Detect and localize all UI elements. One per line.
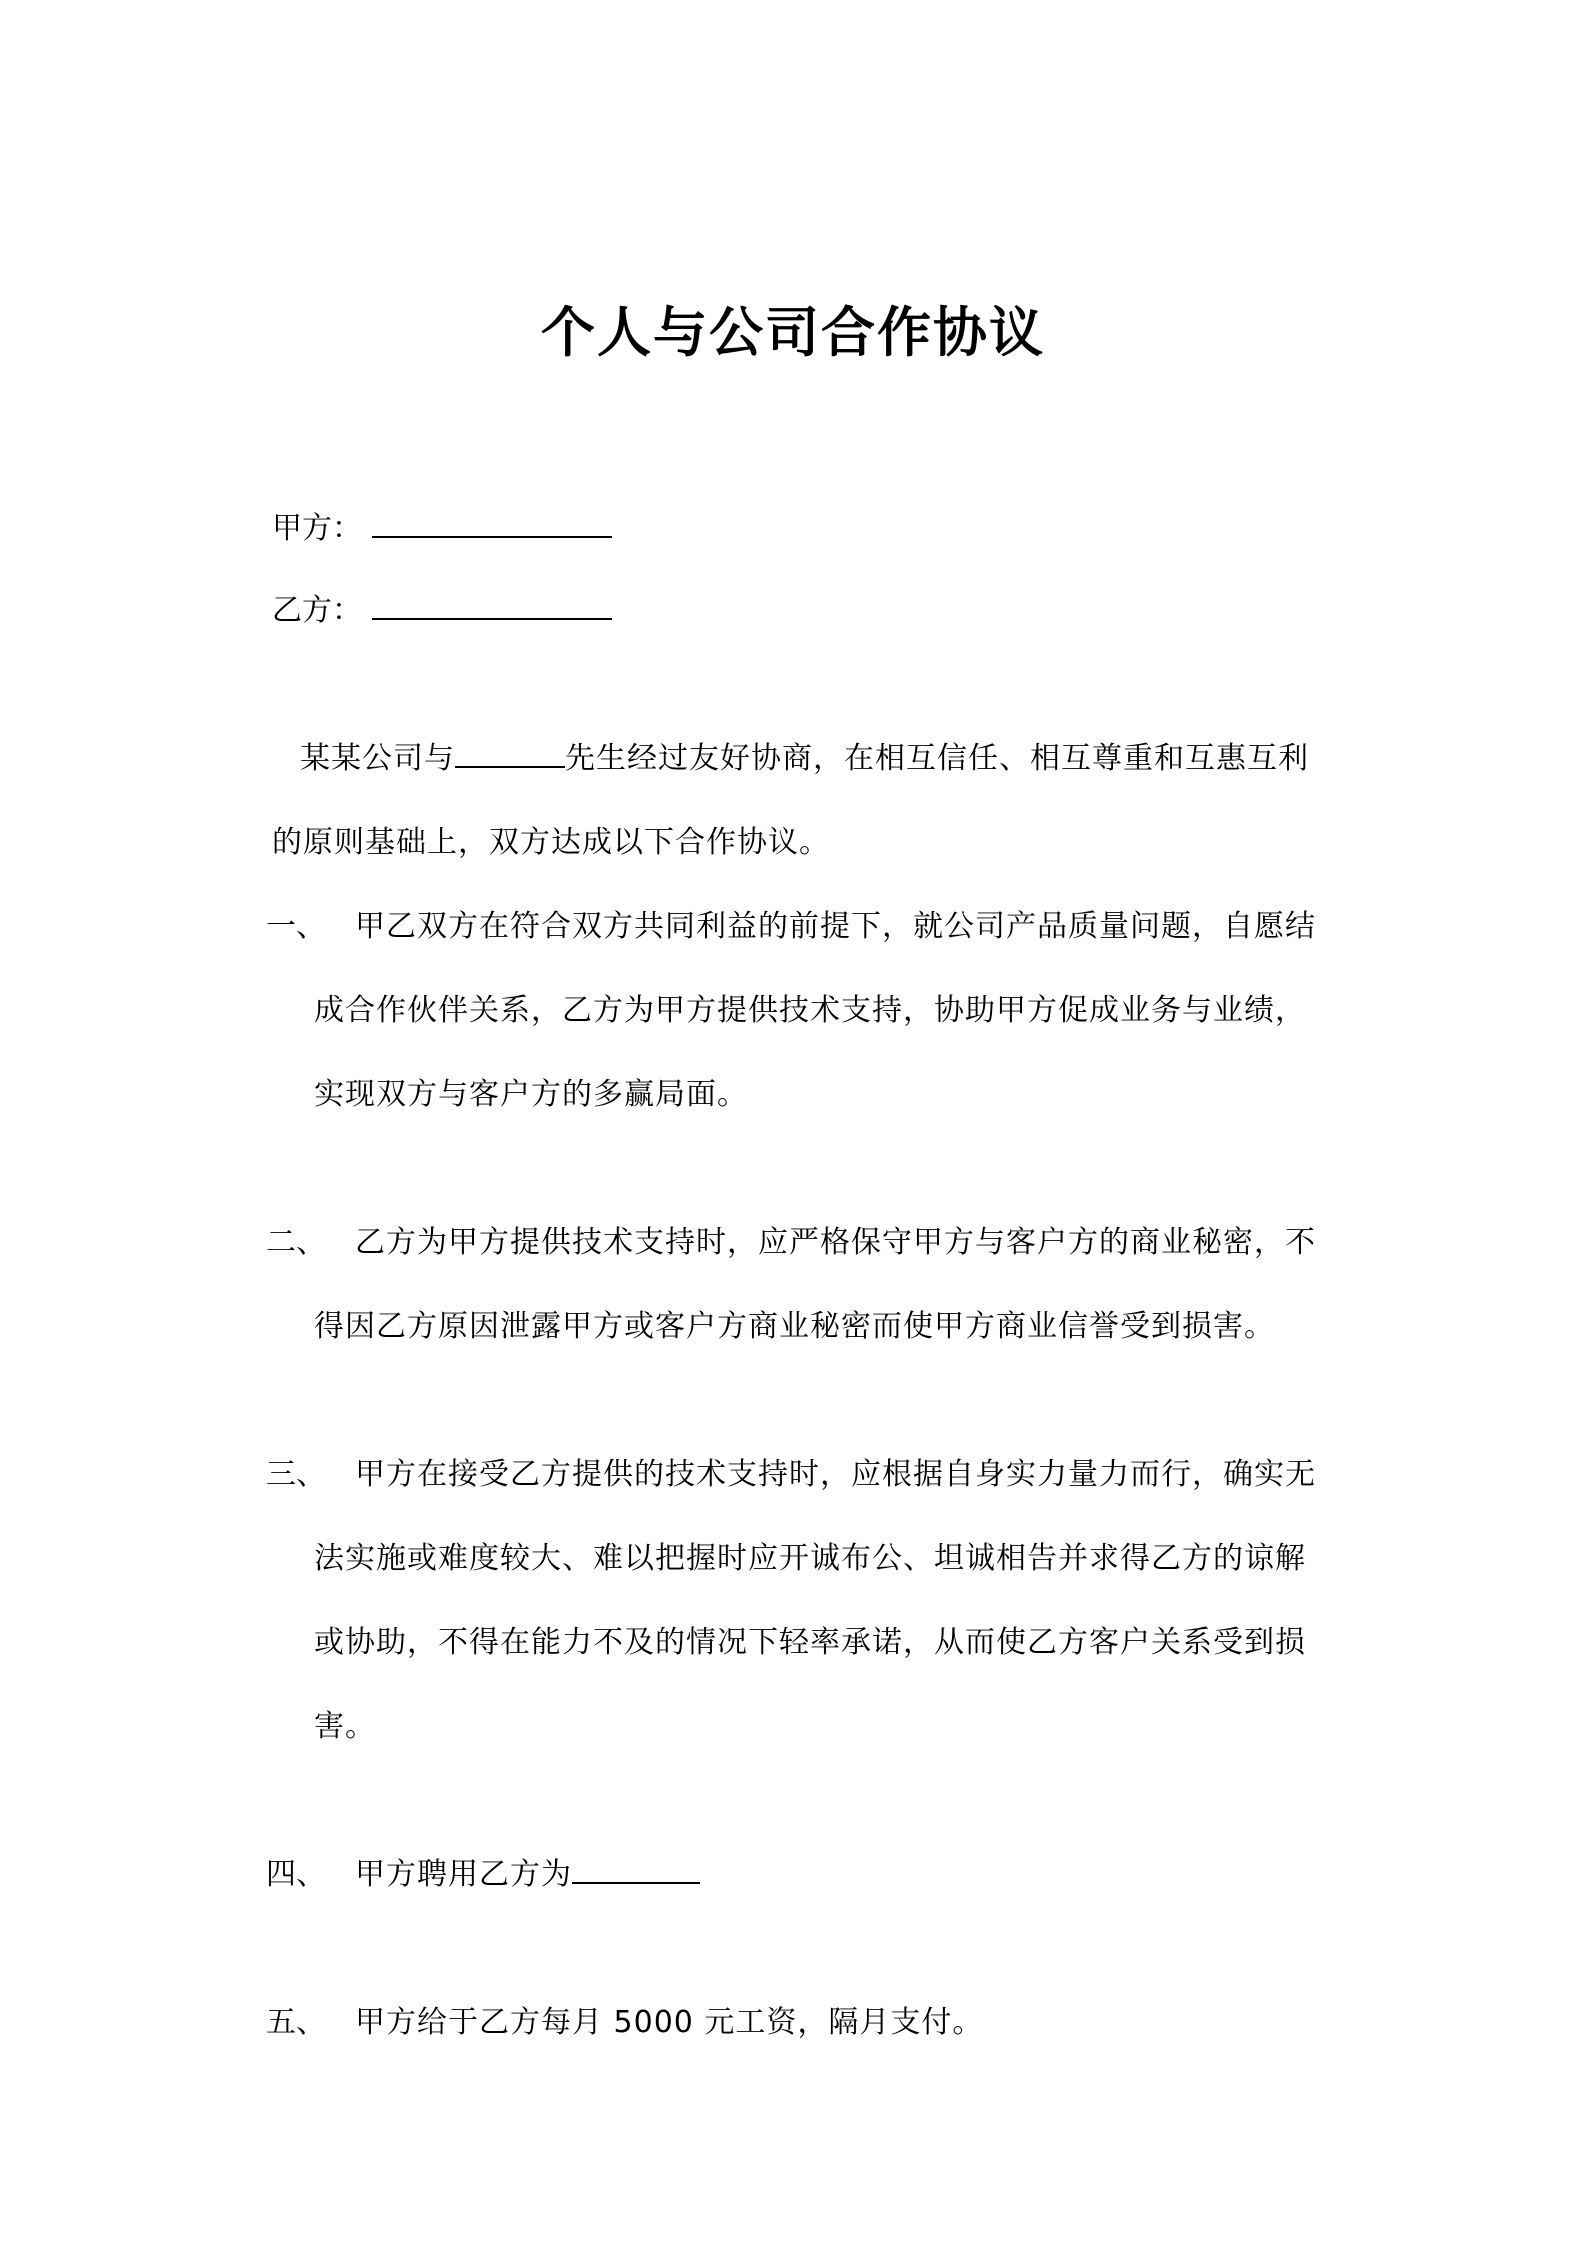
clause-5-line-1: 甲方给于乙方每月 5000 元工资，隔月支付。 xyxy=(355,2005,984,2040)
clause-3-number: 三、 xyxy=(266,1457,326,1492)
party-b-blank xyxy=(372,590,612,620)
party-a-blank xyxy=(372,508,612,538)
party-a-line xyxy=(272,503,612,547)
party-b-line xyxy=(272,585,612,629)
clause-1-line-3: 实现双方与客户方的多赢局面。 xyxy=(314,1077,748,1112)
intro-line-1-pre: 某某公司与 xyxy=(300,741,455,776)
clause-2-line-1: 乙方为甲方提供技术支持时，应严格保守甲方与客户方的商业秘密，不 xyxy=(355,1225,1316,1260)
intro-line-1 xyxy=(300,733,1309,777)
intro-line-2: 的原则基础上，双方达成以下合作协议。 xyxy=(272,825,830,860)
clause-2-line-2: 得因乙方原因泄露甲方或客户方商业秘密而使甲方商业信誉受到损害。 xyxy=(314,1309,1275,1344)
clause-5-number: 五、 xyxy=(266,2005,326,2040)
intro-name-blank xyxy=(455,740,565,768)
clause-4-position-blank xyxy=(572,1856,700,1884)
document-title: 个人与公司合作协议 xyxy=(541,301,1045,364)
clause-3-line-4: 害。 xyxy=(314,1709,376,1744)
clause-1-line-1: 甲乙双方在符合双方共同利益的前提下，就公司产品质量问题，自愿结 xyxy=(355,909,1316,944)
party-b-label: 乙方： xyxy=(272,593,362,628)
clause-4-line-1 xyxy=(355,1849,700,1893)
clause-4-number: 四、 xyxy=(266,1857,326,1892)
clause-3-line-2: 法实施或难度较大、难以把握时应开诚布公、坦诚相告并求得乙方的谅解 xyxy=(314,1541,1306,1576)
intro-line-1-post: 先生经过友好协商，在相互信任、相互尊重和互惠互利 xyxy=(565,741,1309,776)
party-a-label: 甲方： xyxy=(272,511,362,546)
clause-3-line-3: 或协助，不得在能力不及的情况下轻率承诺，从而使乙方客户关系受到损 xyxy=(314,1625,1306,1660)
clause-2-number: 二、 xyxy=(266,1225,326,1260)
clause-1-line-2: 成合作伙伴关系，乙方为甲方提供技术支持，协助甲方促成业务与业绩， xyxy=(314,993,1306,1028)
clause-4-text: 甲方聘用乙方为 xyxy=(355,1857,572,1892)
clause-1-number: 一、 xyxy=(266,909,326,944)
clause-3-line-1: 甲方在接受乙方提供的技术支持时，应根据自身实力量力而行，确实无 xyxy=(355,1457,1316,1492)
